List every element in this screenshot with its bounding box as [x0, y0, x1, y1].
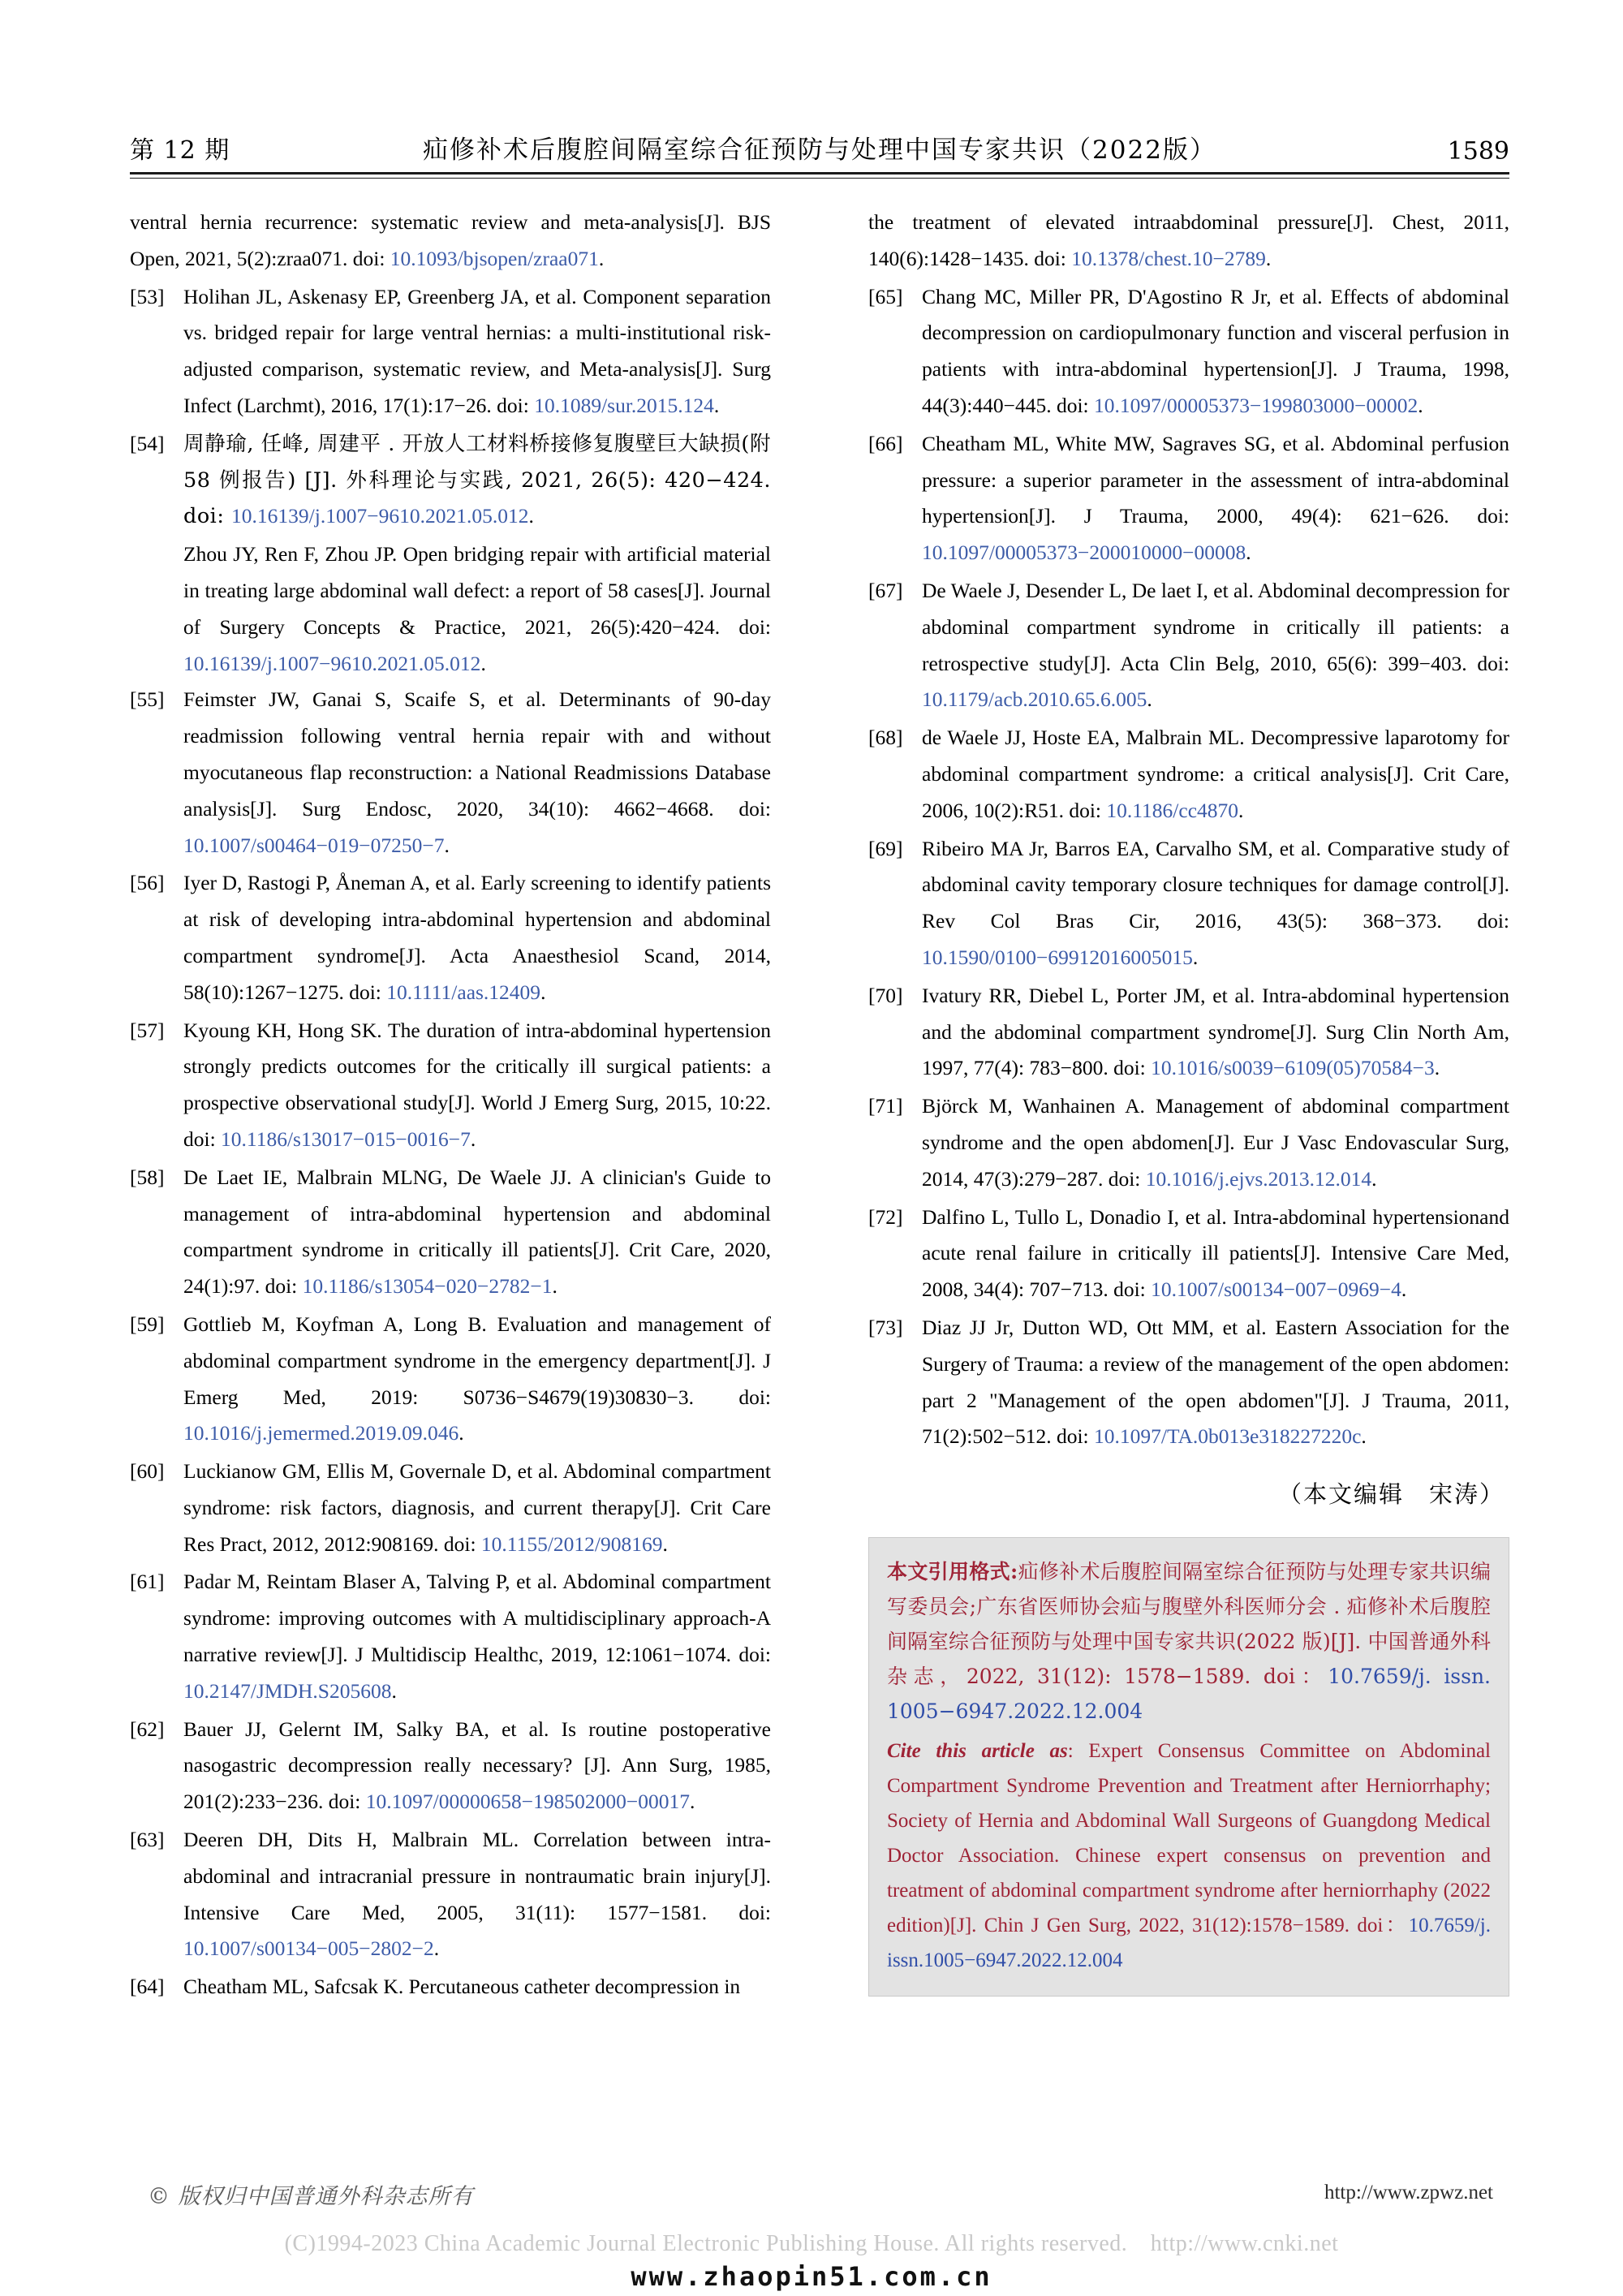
doi-link[interactable]: 10.16139/j.1007−9610.2021.05.012 — [231, 504, 529, 528]
reference-text — [922, 279, 1509, 424]
cont-line1: ventral hernia recurrence: systematic review and meta-analysis[J]. — [130, 210, 725, 234]
reference-number: [56] — [130, 871, 165, 895]
reference-item-56 — [130, 865, 771, 1010]
reference-body: the treatment of elevated intraabdominal pressure[J]. Chest, 2011, 140(6):1428−1435. doi: — [868, 210, 1509, 270]
reference-tail: . — [444, 833, 450, 857]
reference-tail: . — [1238, 798, 1244, 822]
footer-cnki-notice: (C)1994-2023 China Academic Journal Electronic Publishing House. All rights reserved. http://www.cnki.net — [284, 2231, 1339, 2256]
reference-number: [63] — [130, 1828, 165, 1852]
reference-number: [71] — [868, 1094, 903, 1118]
reference-tail: . — [528, 504, 534, 528]
reference-item-64-continuation — [868, 205, 1509, 278]
citation-english-colon: : — [1067, 1740, 1089, 1763]
doi-link[interactable]: 10.1007/s00134−005−2802−2 — [183, 1936, 434, 1961]
reference-item-53 — [130, 279, 771, 424]
reference-body: Holihan JL, Askenasy EP, Greenberg JA, et al. Component separation vs. bridged repair for large ventral hernias: a multi-institutional risk-adjusted comparison, systematic review, and Meta-analysis[J]. Surg Infect (Larchmt), 2016, 17(1):17−26. doi: — [183, 284, 771, 417]
reference-number: [70] — [868, 983, 903, 1007]
doi-link[interactable]: 10.1089/sur.2015.124 — [534, 393, 714, 417]
reference-body: Gottlieb M, Koyfman A, Long B. Evaluation and management of abdominal compartment syndrome in the emergency department[J]. J Emerg Med, 2019: S0736−S4679(19)30830−3. doi: — [183, 1312, 771, 1409]
reference-item-54 — [130, 426, 771, 535]
reference-item-55 — [130, 682, 771, 864]
reference-item-59 — [130, 1307, 771, 1452]
doi-link[interactable]: 10.7659/j. issn. 1005−6947.2022.12.004 — [887, 1665, 1492, 1724]
citation-english — [887, 1734, 1491, 1978]
reference-number: [53] — [130, 284, 165, 308]
citation-box — [868, 1537, 1509, 1997]
doi-link[interactable]: 10.1378/chest.10−2789 — [1071, 246, 1266, 270]
reference-number: [72] — [868, 1204, 903, 1229]
reference-body: Chang MC, Miller PR, D'Agostino R Jr, et al. Effects of abdominal decompression on cardiopulmonary function and visceral perfusion in patients with intra-abdominal hypertension[J]. J Trauma, 1998, 44(3):440−445. doi: — [922, 284, 1509, 417]
reference-tail: . — [1418, 393, 1423, 417]
reference-text — [922, 1310, 1509, 1455]
reference-item-64 — [130, 1969, 771, 2005]
reference-text — [922, 720, 1509, 829]
reference-item-68 — [868, 720, 1509, 829]
reference-text — [183, 1454, 771, 1562]
reference-tail: . — [480, 651, 486, 675]
doi-link[interactable]: 10.1093/bjsopen/zraa071 — [390, 246, 599, 270]
reference-text — [183, 1307, 771, 1452]
doi-link[interactable]: 10.1097/TA.0b013e318227220c — [1094, 1424, 1362, 1449]
reference-body: Björck M, Wanhainen A. Management of abdominal compartment syndrome and the open abdomen[J]. Eur J Vasc Endovascular Surg, 2014, 47(3):279−287. doi: — [922, 1094, 1509, 1191]
doi-link[interactable]: 10.1186/cc4870 — [1106, 798, 1239, 822]
page-title: 疝修补术后腹腔间隔室综合征预防与处理中国专家共识（2022版） — [423, 136, 1216, 165]
reference-tail: . — [552, 1274, 558, 1299]
reference-tail: . — [540, 980, 546, 1004]
footer-watermark: www.zhaopin51.com.cn — [631, 2261, 992, 2292]
reference-text — [922, 426, 1509, 571]
reference-item-62 — [130, 1712, 771, 1820]
doi-link[interactable]: 10.1186/s13054−020−2782−1 — [302, 1274, 553, 1299]
reference-tail: . — [689, 1790, 695, 1814]
reference-tail: . — [713, 393, 720, 417]
reference-number: [57] — [130, 1018, 165, 1042]
folio-page-number: 1589 — [1447, 137, 1509, 166]
reference-body: De Waele J, Desender L, De laet I, et al. Abdominal decompression for abdominal compartment syndrome in critically ill patients: a retrospective study[J]. Acta Clin Belg, 2010, 65(6): 399−403. doi: — [922, 578, 1509, 675]
reference-item-70 — [868, 978, 1509, 1087]
reference-item-72 — [868, 1200, 1509, 1308]
issue-number: 第 12 期 — [130, 136, 230, 165]
reference-tail: . — [391, 1678, 397, 1703]
doi-link[interactable]: 10.7659/j. issn.1005−6947.2022.12.004 — [887, 1915, 1491, 1972]
reference-tail: . — [1192, 945, 1199, 969]
reference-number: [61] — [130, 1570, 165, 1594]
reference-text — [183, 426, 771, 535]
reference-item-65 — [868, 279, 1509, 424]
reference-tail: . — [1361, 1424, 1367, 1449]
doi-link[interactable]: 10.1016/j.ejvs.2013.12.014 — [1145, 1166, 1372, 1191]
editor-note: （本文编辑 宋涛） — [1277, 1480, 1505, 1509]
reference-tail: . — [433, 1936, 440, 1961]
header-divider — [130, 172, 1509, 179]
reference-tail: . — [1401, 1277, 1407, 1302]
reference-item-60 — [130, 1454, 771, 1562]
reference-tail: . — [1246, 541, 1251, 565]
reference-text — [183, 279, 771, 424]
reference-body: Diaz JJ Jr, Dutton WD, Ott MM, et al. Eastern Association for the Surgery of Trauma: a review of the management of the open abdomen: part 2 "Management of the open abdomen"[J]. J Trauma, 2011, 71(2):502−512. doi: — [922, 1315, 1509, 1449]
reference-text — [922, 978, 1509, 1087]
citation-chinese-text: 疝修补术后腹腔间隔室综合征预防与处理专家共识编写委员会;广东省医师协会疝与腹壁外科医师分会 . 疝修补术后腹腔间隔室综合征预防与处理中国专家共识(2022 版)[J]. 中国普通外科杂志，2022, 31(12): 1578−1589. doi： — [887, 1560, 1491, 1689]
doi-link[interactable]: 10.1097/00005373−200010000−00008 — [922, 541, 1246, 565]
reference-translation-body: Zhou JY, Ren F, Zhou JP. Open bridging repair with artificial material in treating large abdominal wall defect: a report of 58 cases[J]. Journal of Surgery Concepts & Practice, 2021, 26(5):420−424. doi: — [183, 542, 771, 639]
reference-tail: . — [1371, 1166, 1377, 1191]
reference-item-54-translation — [183, 536, 771, 682]
right-column — [868, 205, 1509, 1997]
reference-body: 周静瑜, 任峰, 周建平 . 开放人工材料桥接修复腹壁巨大缺损(附 58 例报告) [J]. 外科理论与实践, 2021, 26(5): 420−424. doi: — [183, 431, 771, 529]
reference-body: Ivatury RR, Diebel L, Porter JM, et al. Intra-abdominal hypertension and the abdominal compartment syndrome[J]. Surg Clin North Am, 1997, 77(4): 783−800. doi: — [922, 983, 1509, 1080]
reference-number: [62] — [130, 1717, 165, 1741]
reference-continuation-text — [130, 205, 771, 278]
citation-english-text: Expert Consensus Committee on Abdominal Compartment Syndrome Prevention and Treatment after Herniorrhaphy; Society of Hernia and Abdominal Wall Surgeons of Guangdong Medical Doctor Association. Chinese expert consensus on prevention and treatment of abdominal compartment syndrome after herniorrhaphy (2022 edition)[J]. Chin J Gen Surg, 2022, 31(12):1578−1589. doi： — [887, 1740, 1491, 1937]
reference-text — [183, 1969, 771, 2005]
reference-number: [68] — [868, 726, 903, 750]
reference-item-57 — [130, 1013, 771, 1158]
reference-number: [60] — [130, 1459, 165, 1484]
reference-tail: . — [1147, 687, 1152, 712]
reference-body: Iyer D, Rastogi P, Åneman A, et al. Early screening to identify patients at risk of developing intra-abdominal hypertension and abdominal compartment syndrome[J]. Acta Anaesthesiol Scand, 2014, 58(10):1267−1275. doi: — [183, 871, 771, 1004]
reference-body: Feimster JW, Ganai S, Scaife S, et al. Determinants of 90-day readmission following ventral hernia repair with and without myocutaneous flap reconstruction: a National Readmissions Database analysis[J]. Surg Endosc, 2020, 34(10): 4662−4668. doi: — [183, 687, 771, 821]
reference-number: [66] — [868, 431, 903, 455]
reference-item-63 — [130, 1822, 771, 1967]
reference-body: Deeren DH, Dits H, Malbrain ML. Correlation between intra-abdominal and intracranial pressure in nontraumatic brain injury[J]. Intensive Care Med, 2005, 31(11): 1577−1581. doi: — [183, 1828, 771, 1924]
footer-copyright: © 版权归中国普通外科杂志所有 — [148, 2184, 474, 2209]
doi-link[interactable]: 10.1155/2012/908169 — [480, 1531, 663, 1556]
reference-text — [922, 831, 1509, 976]
reference-tail: . — [1265, 246, 1272, 270]
reference-item-73 — [868, 1310, 1509, 1455]
reference-body: Cheatham ML, Safcsak K. Percutaneous catheter decompression in — [183, 1975, 741, 1999]
reference-tail: . — [662, 1531, 668, 1556]
reference-item-69 — [868, 831, 1509, 976]
reference-number: [58] — [130, 1165, 165, 1189]
reference-tail: . — [470, 1126, 476, 1151]
reference-number: [69] — [868, 836, 903, 860]
doi-link[interactable]: 10.1590/0100−69912016005015 — [922, 945, 1193, 969]
reference-item-67 — [868, 573, 1509, 718]
doi-link[interactable]: 10.1097/00005373−199803000−00002 — [1094, 393, 1419, 417]
doi-link[interactable]: 10.1016/s0039−6109(05)70584−3 — [1151, 1056, 1435, 1080]
reference-number: [73] — [868, 1315, 903, 1339]
doi-link[interactable]: 10.1097/00000658−198502000−00017 — [365, 1790, 690, 1814]
reference-text — [922, 573, 1509, 718]
citation-english-label: Cite this article as — [887, 1740, 1068, 1763]
reference-body: Luckianow GM, Ellis M, Governale D, et al. Abdominal compartment syndrome: risk factors, diagnosis, and current therapy[J]. Crit Care Res Pract, 2012, 2012:908169. doi: — [183, 1459, 771, 1556]
reference-number: [65] — [868, 284, 903, 308]
reference-text — [183, 865, 771, 1010]
doi-link[interactable]: 10.1179/acb.2010.65.6.005 — [922, 687, 1147, 712]
doi-link[interactable]: 10.2147/JMDH.S205608 — [183, 1678, 392, 1703]
reference-columns — [130, 205, 1509, 2063]
reference-body: Kyoung KH, Hong SK. The duration of intra-abdominal hypertension strongly predicts outcomes for the critically ill surgical patients: a prospective observational study[J]. World J Emerg Surg, 2015, 10:22. doi: — [183, 1018, 771, 1151]
reference-text — [922, 1200, 1509, 1308]
reference-body: Ribeiro MA Jr, Barros EA, Carvalho SM, et al. Comparative study of abdominal cavity temporary closure techniques for damage control[J]. Rev Col Bras Cir, 2016, 43(5): 368−373. doi: — [922, 836, 1509, 933]
reference-number: [67] — [868, 578, 903, 602]
reference-body: De Laet IE, Malbrain MLNG, De Waele JJ. A clinician's Guide to management of intra-abdominal hypertension and abdominal compartment syndrome in critically ill patients[J]. Crit Care, 2020, 24(1):97. doi: — [183, 1165, 771, 1299]
reference-text — [183, 1712, 771, 1820]
reference-body: Cheatham ML, White MW, Sagraves SG, et al. Abdominal perfusion pressure: a superior parameter in the assessment of intra-abdominal hypertension[J]. J Trauma, 2000, 49(4): 621−626. doi: — [922, 431, 1509, 528]
citation-chinese-label: 本文引用格式: — [887, 1560, 1018, 1584]
reference-text — [183, 682, 771, 864]
doi-link[interactable]: 10.16139/j.1007−9610.2021.05.012 — [183, 651, 481, 675]
cont-line2-post: . — [598, 246, 605, 270]
footer-journal-url[interactable]: http://www.zpwz.net — [1324, 2182, 1493, 2203]
reference-text — [183, 1160, 771, 1305]
reference-item-61 — [130, 1564, 771, 1709]
reference-text — [183, 1013, 771, 1158]
doi-link[interactable]: 10.1007/s00464−019−07250−7 — [183, 833, 445, 857]
citation-chinese — [887, 1554, 1491, 1729]
doi-link[interactable]: 10.1007/s00134−007−0969−4 — [1151, 1277, 1401, 1302]
cont-line2-pre: BJS Open, 2021, 5(2):zraa071. doi: — [130, 210, 772, 270]
reference-number: [54] — [130, 431, 165, 455]
doi-link[interactable]: 10.1111/aas.12409 — [386, 980, 541, 1004]
reference-number: [55] — [130, 687, 165, 712]
reference-text — [922, 1088, 1509, 1197]
reference-tail: . — [1434, 1056, 1440, 1080]
reference-item-58 — [130, 1160, 771, 1305]
reference-text — [183, 1564, 771, 1709]
reference-body: de Waele JJ, Hoste EA, Malbrain ML. Decompressive laparotomy for abdominal compartment syndrome: a critical analysis[J]. Crit Care, 2006, 10(2):R51. doi: — [922, 726, 1509, 822]
reference-body: Padar M, Reintam Blaser A, Talving P, et al. Abdominal compartment syndrome: improving outcomes with A multidisciplinary approach-A narrative review[J]. J Multidiscip Healthc, 2019, 12:1061−1074. doi: — [183, 1570, 771, 1667]
running-head — [130, 120, 1509, 166]
reference-body: Bauer JJ, Gelernt IM, Salky BA, et al. Is routine postoperative nasogastric decompression really necessary? [J]. Ann Surg, 1985, 201(2):233−236. doi: — [183, 1717, 771, 1814]
reference-item-66 — [868, 426, 1509, 571]
reference-item-71 — [868, 1088, 1509, 1197]
reference-text — [868, 205, 1509, 278]
reference-body: Dalfino L, Tullo L, Donadio I, et al. Intra-abdominal hypertensionand acute renal failure in critically ill patients[J]. Intensive Care Med, 2008, 34(4): 707−713. doi: — [922, 1204, 1509, 1302]
reference-continuation — [130, 205, 771, 278]
doi-link[interactable]: 10.1186/s13017−015−0016−7 — [221, 1126, 471, 1151]
left-column — [130, 205, 771, 2007]
reference-number: [64] — [130, 1975, 165, 1999]
reference-number: [59] — [130, 1312, 165, 1336]
reference-tail: . — [458, 1421, 464, 1445]
doi-link[interactable]: 10.1016/j.jemermed.2019.09.046 — [183, 1421, 459, 1445]
reference-text — [183, 1822, 771, 1967]
